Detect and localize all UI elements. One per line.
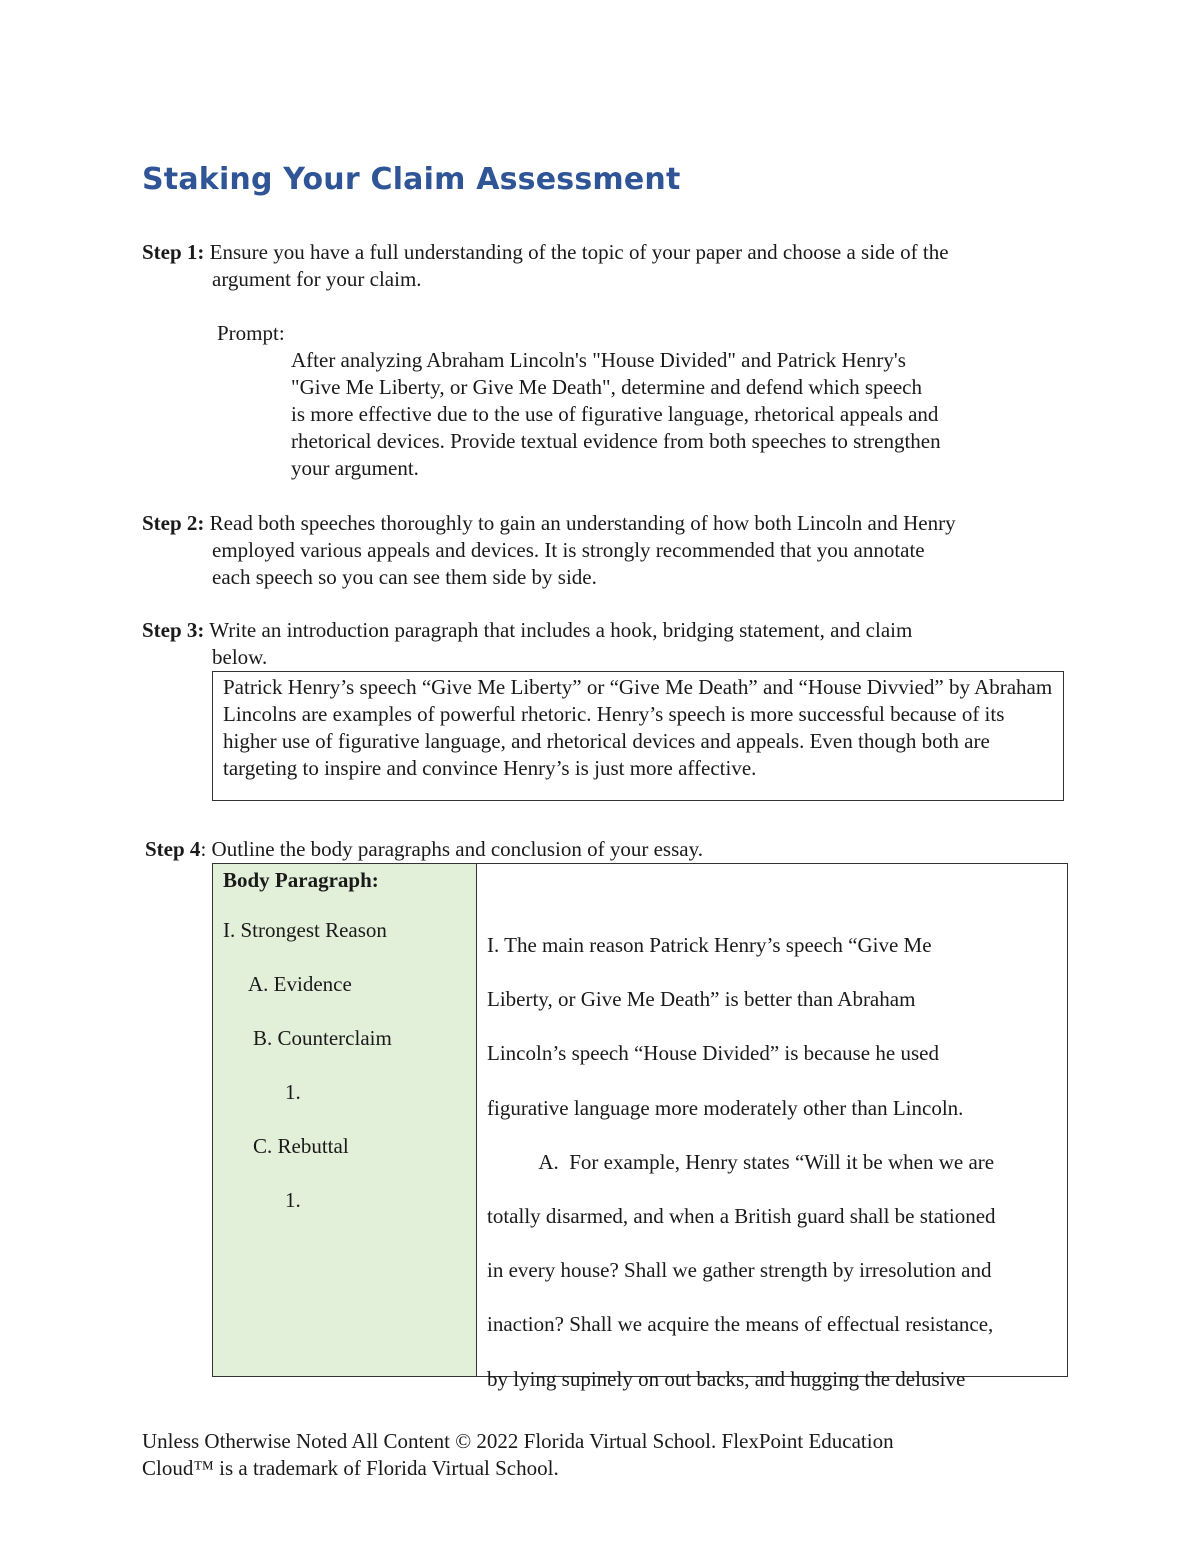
body-paragraph-heading: Body Paragraph:: [223, 868, 379, 892]
response-line: in every house? Shall we gather strength by irresolution and: [487, 1258, 992, 1283]
evidence-label: A. Evidence: [248, 972, 352, 996]
footer-line-1: Unless Otherwise Noted All Content © 2022 Florida Virtual School. FlexPoint Education: [142, 1429, 894, 1453]
step-2-label: Step 2:: [142, 511, 205, 535]
response-line: totally disarmed, and when a British guard shall be stationed: [487, 1204, 996, 1229]
step-1-text-line1: Ensure you have a full understanding of the topic of your paper and choose a side of the: [204, 240, 949, 264]
outline-label-column: [213, 864, 477, 1376]
outline-response-column[interactable]: [477, 864, 1067, 1391]
step-3: [142, 617, 1062, 671]
outline-table: [212, 863, 1068, 1391]
page-title: Staking Your Claim Assessment: [142, 162, 681, 197]
prompt-label: Prompt:: [217, 321, 285, 345]
step-1-text-line2: argument for your claim.: [212, 267, 422, 291]
response-line: I. The main reason Patrick Henry’s speech “Give Me: [487, 933, 932, 957]
step-3-label: Step 3:: [142, 618, 205, 642]
response-line: figurative language more moderately other than Lincoln.: [487, 1095, 964, 1120]
step-2-text-line3: each speech so you can see them side by side.: [212, 565, 597, 589]
footer-line-2: Cloud™ is a trademark of Florida Virtual School.: [142, 1456, 559, 1480]
response-line: inaction? Shall we acquire the means of effectual resistance,: [487, 1312, 994, 1337]
step-3-text-line1: Write an introduction paragraph that includes a hook, bridging statement, and claim: [204, 618, 913, 642]
footer-copyright: [142, 1428, 1042, 1482]
step-2-text-line2: employed various appeals and devices. It is strongly recommended that you annotate: [212, 538, 925, 562]
step-4: [145, 836, 1065, 863]
response-line: A. For example, Henry states “Will it be when we are: [487, 1149, 995, 1174]
response-line: Liberty, or Give Me Death” is better than Abraham: [487, 987, 916, 1012]
step-4-text: : Outline the body paragraphs and conclusion of your essay.: [200, 837, 703, 861]
prompt-text: After analyzing Abraham Lincoln's "House Divided" and Patrick Henry's "Give Me Liberty, or Give Me Death", determine and defend which speech is more effective due to the use of figurative language, rhetorical appeals and rhetorical devices. Provide textual evidence from both speeches to strengthen your argument.: [291, 348, 941, 480]
counterclaim-number: 1.: [285, 1080, 301, 1104]
claim-text-box[interactable]: Patrick Henry’s speech “Give Me Liberty” or “Give Me Death” and “House Divvied” by Abraham Lincolns are examples of powerful rhetoric. Henry’s speech is more successful because of its higher use of figurative language, and rhetorical devices and appeals. Even though both are targeting to inspire and convince Henry’s is just more affective.: [212, 671, 1064, 801]
counterclaim-label: B. Counterclaim: [253, 1026, 392, 1050]
step-3-text-line2: below.: [212, 645, 268, 669]
step-2-text-line1: Read both speeches thoroughly to gain an understanding of how both Lincoln and Henry: [204, 511, 956, 535]
rebuttal-label: C. Rebuttal: [253, 1134, 349, 1158]
step-1-label: Step 1:: [142, 240, 205, 264]
rebuttal-number: 1.: [285, 1188, 301, 1212]
response-line: Lincoln’s speech “House Divided” is because he used: [487, 1041, 939, 1066]
outline-response-text: [487, 918, 1067, 1406]
step-1: [142, 239, 1062, 293]
response-line: by lying supinely on out backs, and hugging the delusive: [487, 1366, 966, 1391]
step-2: [142, 510, 1062, 591]
step-4-label: Step 4: [145, 837, 201, 861]
strongest-reason-label: I. Strongest Reason: [223, 918, 387, 942]
